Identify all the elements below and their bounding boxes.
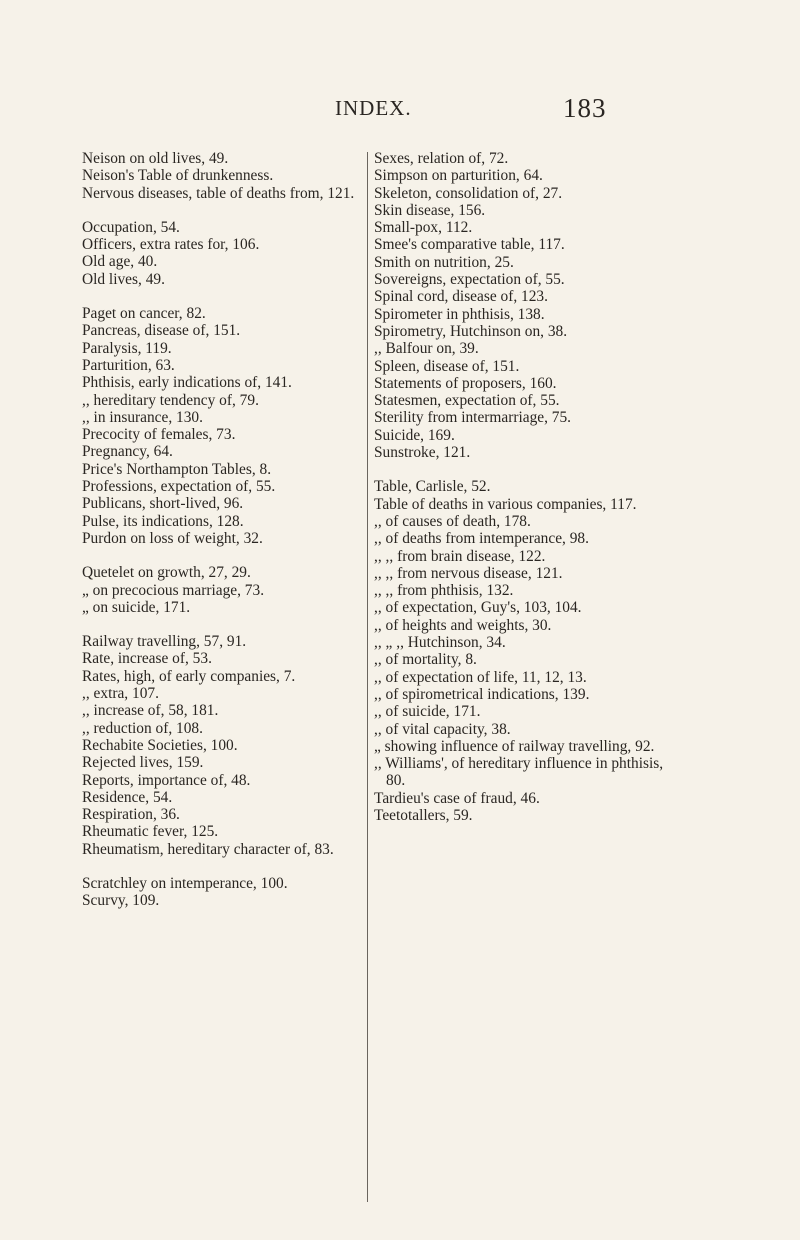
index-entry: Respiration, 36. <box>82 806 180 824</box>
index-entry: ,, hereditary tendency of, 79. <box>82 391 259 409</box>
section-gap <box>82 547 364 564</box>
index-entry: Skeleton, consolidation of, 27. <box>374 184 563 202</box>
index-entry: „ on precocious marriage, 73. <box>82 581 265 599</box>
index-entry: Neison's Table of drunkenness. <box>82 167 274 185</box>
index-entry: Statements of proposers, 160. <box>374 374 557 392</box>
index-entry: Price's Northampton Tables, 8. <box>82 460 272 478</box>
index-entry: „ on suicide, 171. <box>82 598 191 616</box>
index-entry: ,, of suicide, 171. <box>374 703 481 721</box>
column-divider <box>367 152 368 1202</box>
section-gap <box>82 202 364 219</box>
page-number: 183 <box>563 93 607 123</box>
index-entry: ,, ,, from brain disease, 122. <box>374 547 546 565</box>
index-entry: Pregnancy, 64. <box>82 443 173 461</box>
index-entry: Sexes, relation of, 72. <box>374 150 509 167</box>
index-entry: ,, ,, from phthisis, 132. <box>374 582 514 600</box>
section-gap <box>82 288 364 305</box>
index-entry: ,, of vital capacity, 38. <box>374 720 511 738</box>
index-entry: Neison on old lives, 49. <box>82 150 229 167</box>
index-entry: ,, of expectation of life, 11, 12, 13. <box>374 668 587 686</box>
index-entry: ,, of mortality, 8. <box>374 651 477 669</box>
index-entry: ,, of spirometrical indications, 139. <box>374 685 590 703</box>
index-entry: Pulse, its indications, 128. <box>82 512 244 530</box>
section-gap <box>82 616 364 633</box>
index-entry: Parturition, 63. <box>82 356 175 374</box>
index-entry: Rheumatism, hereditary character of, 83. <box>82 840 334 858</box>
index-entry: Rates, high, of early companies, 7. <box>82 667 296 685</box>
index-entry: Suicide, 169. <box>374 426 455 444</box>
section-gap <box>374 461 664 478</box>
index-entry: ,, Williams', of hereditary influence in phthisis, 80. <box>374 755 664 790</box>
index-entry: Simpson on parturition, 64. <box>374 167 543 185</box>
index-entry: ,, reduction of, 108. <box>82 719 203 737</box>
index-entry: Old age, 40. <box>82 253 158 271</box>
index-entry: Smee's comparative table, 117. <box>374 236 565 254</box>
index-entry: ,, „ ,, Hutchinson, 34. <box>374 634 506 652</box>
index-entry: ,, Balfour on, 39. <box>374 340 479 358</box>
index-entry: ,, of expectation, Guy's, 103, 104. <box>374 599 582 617</box>
index-entry: ,, of heights and weights, 30. <box>374 616 552 634</box>
index-entry: Skin disease, 156. <box>374 201 486 219</box>
index-entry: Old lives, 49. <box>82 270 165 288</box>
running-title: INDEX. <box>335 96 412 120</box>
index-entry: Railway travelling, 57, 91. <box>82 633 247 651</box>
index-entry: Occupation, 54. <box>82 218 180 236</box>
index-entry: Small-pox, 112. <box>374 219 473 237</box>
index-entry: Purdon on loss of weight, 32. <box>82 529 263 547</box>
index-entry: Smith on nutrition, 25. <box>374 253 514 271</box>
index-entry: Residence, 54. <box>82 788 173 806</box>
index-entry: Scratchley on intemperance, 100. <box>82 874 288 892</box>
index-entry: Sunstroke, 121. <box>374 444 471 462</box>
index-entry: ,, ,, from nervous disease, 121. <box>374 564 563 582</box>
index-entry: Professions, expectation of, 55. <box>82 478 276 496</box>
index-entry: Spleen, disease of, 151. <box>374 357 520 375</box>
index-entry: Spinal cord, disease of, 123. <box>374 288 548 306</box>
index-entry: Officers, extra rates for, 106. <box>82 236 260 254</box>
index-entry: Paget on cancer, 82. <box>82 305 206 323</box>
index-entry: Tardieu's case of fraud, 46. <box>374 789 540 807</box>
index-entry: Paralysis, 119. <box>82 339 172 357</box>
index-entry: Statesmen, expectation of, 55. <box>374 392 560 410</box>
index-entry: Sterility from intermarriage, 75. <box>374 409 572 427</box>
section-gap <box>82 858 364 875</box>
index-entry: ,, in insurance, 130. <box>82 408 203 426</box>
index-entry: Reports, importance of, 48. <box>82 771 251 789</box>
index-entry: Rheumatic fever, 125. <box>82 823 219 841</box>
index-column-right <box>374 150 664 824</box>
index-entry: ,, of causes of death, 178. <box>374 512 531 530</box>
index-entry: Table of deaths in various companies, 117. <box>374 495 637 513</box>
index-entry: ,, extra, 107. <box>82 685 159 703</box>
index-entry: Quetelet on growth, 27, 29. <box>82 564 251 582</box>
index-entry: ,, increase of, 58, 181. <box>82 702 219 720</box>
index-entry: Rejected lives, 159. <box>82 754 204 772</box>
index-entry: Teetotallers, 59. <box>374 806 473 824</box>
page-header <box>0 93 800 126</box>
index-entry: Phthisis, early indications of, 141. <box>82 374 292 392</box>
index-entry: Rate, increase of, 53. <box>82 650 212 668</box>
index-entry: Scurvy, 109. <box>82 892 160 910</box>
index-entry: Publicans, short-lived, 96. <box>82 495 244 513</box>
index-entry: Rechabite Societies, 100. <box>82 736 238 754</box>
index-entry: Spirometer in phthisis, 138. <box>374 305 545 323</box>
index-entry: ,, of deaths from intemperance, 98. <box>374 530 589 548</box>
index-column-left <box>82 150 364 910</box>
index-entry: Pancreas, disease of, 151. <box>82 322 241 340</box>
index-entry: Spirometry, Hutchinson on, 38. <box>374 322 568 340</box>
index-entry: Precocity of females, 73. <box>82 426 236 444</box>
index-entry: Nervous diseases, table of deaths from, 121. <box>82 184 355 202</box>
index-entry: Table, Carlisle, 52. <box>374 478 491 496</box>
index-entry: Sovereigns, expectation of, 55. <box>374 271 565 289</box>
index-entry: „ showing influence of railway travelling, 92. <box>374 737 655 755</box>
